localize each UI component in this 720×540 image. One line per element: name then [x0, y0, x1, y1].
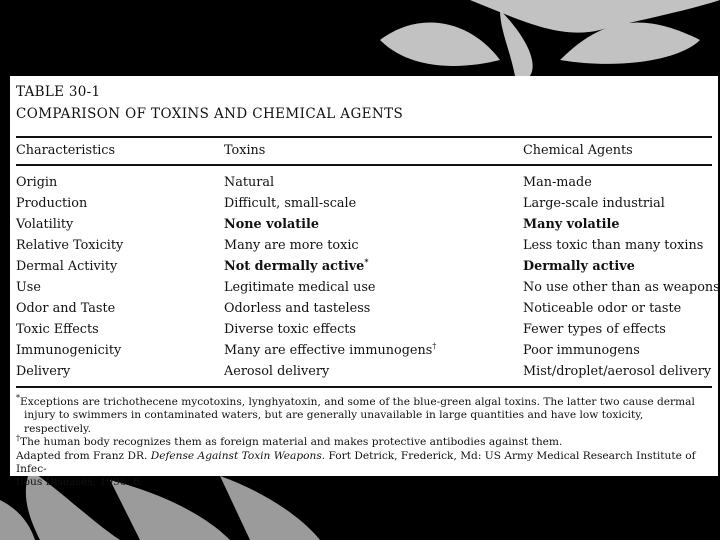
chemical-agents-cell: Man-made — [523, 175, 592, 190]
footnote-star: *Exceptions are trichothecene mycotoxins, lynghyatoxin, and some of the blue-green algal toxins. The latter two cause dermal — [16, 393, 695, 408]
column-header-characteristics: Characteristics — [16, 143, 116, 158]
chemical-agents-cell: Many volatile — [523, 217, 620, 232]
chemical-agents-cell: Fewer types of effects — [523, 322, 666, 337]
characteristic-cell: Toxic Effects — [16, 322, 99, 337]
table-row — [10, 343, 718, 364]
characteristic-cell: Odor and Taste — [16, 301, 116, 316]
table-row — [10, 217, 718, 238]
toxins-cell: Many are effective immunogens† — [224, 341, 437, 358]
table-title: COMPARISON OF TOXINS AND CHEMICAL AGENTS — [16, 106, 404, 122]
table-bottom-rule — [16, 386, 712, 388]
footnote-dagger: †The human body recognizes them as foreign material and makes protective antibodies against them. — [16, 433, 563, 449]
toxins-cell: Natural — [224, 175, 275, 190]
toxins-cell: Odorless and tasteless — [224, 301, 371, 316]
table-row — [10, 196, 718, 217]
chemical-agents-cell: Poor immunogens — [523, 343, 640, 358]
table-row — [10, 175, 718, 196]
table-row — [10, 301, 718, 322]
table-number: TABLE 30-1 — [16, 84, 101, 100]
toxins-cell: Legitimate medical use — [224, 280, 376, 295]
header-top-rule — [16, 136, 712, 138]
toxins-cell: Diverse toxic effects — [224, 322, 356, 337]
table-row — [10, 322, 718, 343]
characteristic-cell: Origin — [16, 175, 58, 190]
characteristic-cell: Volatility — [16, 217, 74, 232]
table-row — [10, 364, 718, 385]
column-header-chemical-agents: Chemical Agents — [523, 143, 633, 158]
footnotes — [10, 392, 718, 489]
chemical-agents-cell: No use other than as weapons — [523, 280, 720, 295]
source-citation: Adapted from Franz DR. Defense Against Toxin Weapons. Fort Detrick, Frederick, Md: US Army Medical Research Institute of Infec- — [16, 449, 696, 476]
chemical-agents-cell: Mist/droplet/aerosol delivery — [523, 364, 712, 379]
characteristic-cell: Delivery — [16, 364, 71, 379]
chemical-agents-cell: Dermally active — [523, 259, 635, 274]
toxins-cell: Many are more toxic — [224, 238, 359, 253]
toxins-cell: None volatile — [224, 217, 320, 232]
chemical-agents-cell: Less toxic than many toxins — [523, 238, 704, 253]
table-row — [10, 280, 718, 301]
characteristic-cell: Immunogenicity — [16, 343, 122, 358]
toxins-cell: Aerosol delivery — [224, 364, 330, 379]
toxins-cell: Difficult, small-scale — [224, 196, 357, 211]
characteristic-cell: Relative Toxicity — [16, 238, 124, 253]
characteristic-cell: Production — [16, 196, 88, 211]
source-citation-continued: tious Diseases; 1996: 6. — [16, 476, 144, 489]
column-header-toxins: Toxins — [224, 143, 266, 158]
chemical-agents-cell: Large-scale industrial — [523, 196, 665, 211]
header-bottom-rule — [16, 164, 712, 166]
chemical-agents-cell: Noticeable odor or taste — [523, 301, 682, 316]
characteristic-cell: Use — [16, 280, 41, 295]
table-card — [10, 76, 718, 392]
footnote-star-continued: injury to swimmers in contaminated waters, but are generally unavailable in large quantities and have low toxicity, respectively. — [24, 409, 644, 435]
characteristic-cell: Dermal Activity — [16, 259, 118, 274]
toxins-cell: Not dermally active* — [224, 256, 369, 274]
table-row — [10, 256, 718, 280]
